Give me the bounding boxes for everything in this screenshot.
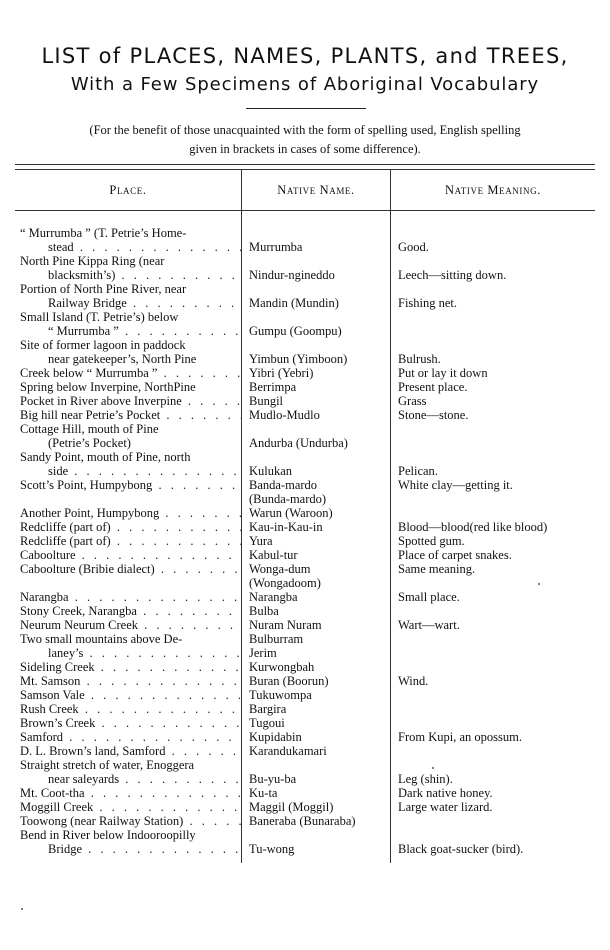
native-name-cell: Karandukamari — [249, 744, 327, 758]
place-cell: Big hill near Petrie’s Pocket . . . — [20, 408, 241, 422]
native-name-cell: Kupidabin — [249, 730, 302, 744]
native-meaning-cell: Dark native honey. — [398, 786, 493, 800]
table-row — [0, 730, 610, 744]
table-row — [0, 422, 610, 436]
print-speck — [432, 767, 434, 769]
table-row — [0, 506, 610, 520]
table-row — [0, 744, 610, 758]
place-cell: North Pine Kippa Ring (near — [20, 254, 165, 268]
native-name-cell: Tukuwompa — [249, 688, 312, 702]
table-row — [0, 800, 610, 814]
place-cell: Portion of North Pine River, near — [20, 282, 187, 296]
native-name-cell: Maggil (Moggil) — [249, 800, 334, 814]
native-meaning-cell: Wind. — [398, 674, 429, 688]
native-meaning-cell: Blood—blood(red like blood) — [398, 520, 548, 534]
place-cell: blacksmith’s) . . . — [48, 268, 241, 282]
native-meaning-cell: Same meaning. — [398, 562, 476, 576]
native-name-cell: Tugoui — [249, 716, 285, 730]
native-meaning-cell: Wart—wart. — [398, 618, 460, 632]
table-row — [0, 688, 610, 702]
place-cell: Samson Vale . . . — [20, 688, 241, 702]
place-cell: Samford . . . — [20, 730, 241, 744]
table-row — [0, 366, 610, 380]
place-cell: Caboolture (Bribie dialect) . . . — [20, 562, 241, 576]
place-cell: Brown’s Creek . . . — [20, 716, 241, 730]
table-row — [0, 772, 610, 786]
place-cell: near saleyards . . . — [48, 772, 241, 786]
place-cell: (Petrie’s Pocket) — [48, 436, 131, 450]
table-row — [0, 310, 610, 324]
native-meaning-cell: Present place. — [398, 380, 468, 394]
place-cell: Mt. Samson . . . — [20, 674, 241, 688]
header-native-name: Native Name. — [277, 183, 355, 197]
spelling-note — [20, 121, 590, 159]
table-row — [0, 702, 610, 716]
place-cell: near gatekeeper’s, North Pine — [48, 352, 197, 366]
native-name-cell: Yura — [249, 534, 273, 548]
place-cell: Two small mountains above De- — [20, 632, 183, 646]
native-meaning-cell: Leech—sitting down. — [398, 268, 507, 282]
table-row — [0, 282, 610, 296]
table-row — [0, 674, 610, 688]
table-row — [0, 576, 610, 590]
native-name-cell: Ku-ta — [249, 786, 278, 800]
native-name-cell: Bulba — [249, 604, 279, 618]
table-row — [0, 814, 610, 828]
place-cell: Neurum Neurum Creek . . . — [20, 618, 241, 632]
native-meaning-cell: Fishing net. — [398, 296, 458, 310]
native-name-cell: Bungil — [249, 394, 284, 408]
place-cell: Straight stretch of water, Enoggera — [20, 758, 195, 772]
native-name-cell: Nuram Nuram — [249, 618, 322, 632]
native-meaning-cell: Pelican. — [398, 464, 438, 478]
place-cell: laney’s . . . — [48, 646, 241, 660]
table-row — [0, 450, 610, 464]
table-row — [0, 562, 610, 576]
print-speck — [538, 583, 540, 585]
place-cell: Bridge . . . — [48, 842, 241, 856]
table-row — [0, 394, 610, 408]
native-name-cell: Bu-yu-ba — [249, 772, 297, 786]
native-name-cell: Wonga-dum — [249, 562, 311, 576]
table-row — [0, 520, 610, 534]
table-row — [0, 632, 610, 646]
title-divider — [246, 108, 366, 109]
native-name-cell: Warun (Waroon) — [249, 506, 333, 520]
table-row — [0, 338, 610, 352]
place-cell: D. L. Brown’s land, Samford . . . — [20, 744, 241, 758]
native-name-cell: Narangba — [249, 590, 298, 604]
header-native-meaning: Native Meaning. — [445, 183, 541, 197]
native-name-cell: Berrimpa — [249, 380, 297, 394]
native-meaning-cell: Large water lizard. — [398, 800, 493, 814]
place-cell: Narangba . . . — [20, 590, 241, 604]
native-name-cell: Banda-mardo — [249, 478, 318, 492]
native-meaning-cell: Stone—stone. — [398, 408, 469, 422]
table-row — [0, 296, 610, 310]
native-meaning-cell: Grass — [398, 394, 427, 408]
place-cell: Creek below “ Murrumba ” . . . — [20, 366, 241, 380]
table-top-rule — [15, 164, 595, 165]
place-cell: side . . . — [48, 464, 241, 478]
place-cell: Stony Creek, Narangba . . . — [20, 604, 241, 618]
native-name-cell: Jerim — [249, 646, 277, 660]
place-cell: “ Murrumba ” (T. Petrie’s Home- — [20, 226, 187, 240]
native-name-cell: Baneraba (Bunaraba) — [249, 814, 356, 828]
table-row — [0, 240, 610, 254]
place-cell: Rush Creek . . . — [20, 702, 241, 716]
place-cell: Railway Bridge . . . — [48, 296, 241, 310]
native-name-cell: Gumpu (Goompu) — [249, 324, 342, 338]
place-cell: Mt. Coot-tha . . . — [20, 786, 241, 800]
native-meaning-cell: Good. — [398, 240, 429, 254]
place-cell: Spring below Inverpine, NorthPine — [20, 380, 196, 394]
place-cell: “ Murrumba ” . . . — [48, 324, 241, 338]
table-row — [0, 268, 610, 282]
spelling-note-line-2: given in brackets in cases of some difference). — [189, 142, 421, 156]
place-cell: Sideling Creek . . . — [20, 660, 241, 674]
table-row — [0, 492, 610, 506]
native-name-cell: Nindur-ngineddo — [249, 268, 335, 282]
place-cell: Moggill Creek . . . — [20, 800, 241, 814]
native-meaning-cell: White clay—getting it. — [398, 478, 513, 492]
page-title: LIST of PLACES, NAMES, PLANTS, and TREES, — [41, 44, 569, 68]
table-row — [0, 408, 610, 422]
native-name-cell: Kabul-tur — [249, 548, 298, 562]
native-name-cell: Andurba (Undurba) — [249, 436, 348, 450]
place-cell: Scott’s Point, Humpybong . . . — [20, 478, 241, 492]
place-cell: Cottage Hill, mouth of Pine — [20, 422, 159, 436]
native-name-cell: Bulburram — [249, 632, 304, 646]
header-place: Place. — [109, 183, 147, 197]
table-row — [0, 646, 610, 660]
native-name-cell: Mudlo-Mudlo — [249, 408, 320, 422]
place-cell: stead . . . — [48, 240, 241, 254]
table-row — [0, 226, 610, 240]
native-name-cell: Yimbun (Yimboon) — [249, 352, 348, 366]
table-row — [0, 380, 610, 394]
table-row — [0, 590, 610, 604]
table-row — [0, 842, 610, 856]
table-row — [0, 254, 610, 268]
native-name-cell: Yibri (Yebri) — [249, 366, 314, 380]
native-name-cell: Kurwongbah — [249, 660, 315, 674]
native-name-cell: (Bunda-mardo) — [249, 492, 327, 506]
place-cell: Redcliffe (part of) . . . — [20, 534, 241, 548]
table-row — [0, 660, 610, 674]
native-meaning-cell: From Kupi, an opossum. — [398, 730, 522, 744]
native-meaning-cell: Place of carpet snakes. — [398, 548, 512, 562]
native-name-cell: Tu-wong — [249, 842, 295, 856]
place-cell: Small Island (T. Petrie’s) below — [20, 310, 179, 324]
table-row — [0, 618, 610, 632]
native-name-cell: Mandin (Mundin) — [249, 296, 339, 310]
table-row — [0, 478, 610, 492]
spelling-note-line-1: (For the benefit of those unacquainted with the form of spelling used, English spelling — [89, 123, 521, 137]
native-name-cell: Kau-in-Kau-in — [249, 520, 323, 534]
native-name-cell: Murrumba — [249, 240, 303, 254]
table-top-rule-inner — [15, 169, 595, 170]
print-speck — [21, 908, 23, 910]
table-row — [0, 828, 610, 842]
page-subtitle: With a Few Specimens of Aboriginal Vocabulary — [70, 74, 540, 95]
native-meaning-cell: Put or lay it down — [398, 366, 488, 380]
place-cell: Bend in River below Indooroopilly — [20, 828, 196, 842]
place-cell: Caboolture . . . — [20, 548, 241, 562]
table-row — [0, 716, 610, 730]
table-row — [0, 324, 610, 338]
place-cell: Another Point, Humpybong . . . — [20, 506, 241, 520]
native-meaning-cell: Small place. — [398, 590, 460, 604]
table-row — [0, 352, 610, 366]
place-cell: Toowong (near Railway Station) . . . — [20, 814, 241, 828]
native-meaning-cell: Black goat-sucker (bird). — [398, 842, 524, 856]
native-name-cell: (Wongadoom) — [249, 576, 321, 590]
table-row — [0, 548, 610, 562]
native-name-cell: Bargira — [249, 702, 287, 716]
native-meaning-cell: Spotted gum. — [398, 534, 465, 548]
native-name-cell: Buran (Boorun) — [249, 674, 329, 688]
place-cell: Redcliffe (part of) . . . — [20, 520, 241, 534]
native-name-cell: Kulukan — [249, 464, 293, 478]
table-row — [0, 604, 610, 618]
place-cell: Site of former lagoon in paddock — [20, 338, 186, 352]
place-cell: Pocket in River above Inverpine . . . — [20, 394, 241, 408]
place-cell: Sandy Point, mouth of Pine, north — [20, 450, 191, 464]
table-row — [0, 758, 610, 772]
table-row — [0, 464, 610, 478]
table-row — [0, 534, 610, 548]
table-row — [0, 786, 610, 800]
native-meaning-cell: Leg (shin). — [398, 772, 453, 786]
native-meaning-cell: Bulrush. — [398, 352, 441, 366]
table-header-rule — [15, 210, 595, 211]
table-row — [0, 436, 610, 450]
